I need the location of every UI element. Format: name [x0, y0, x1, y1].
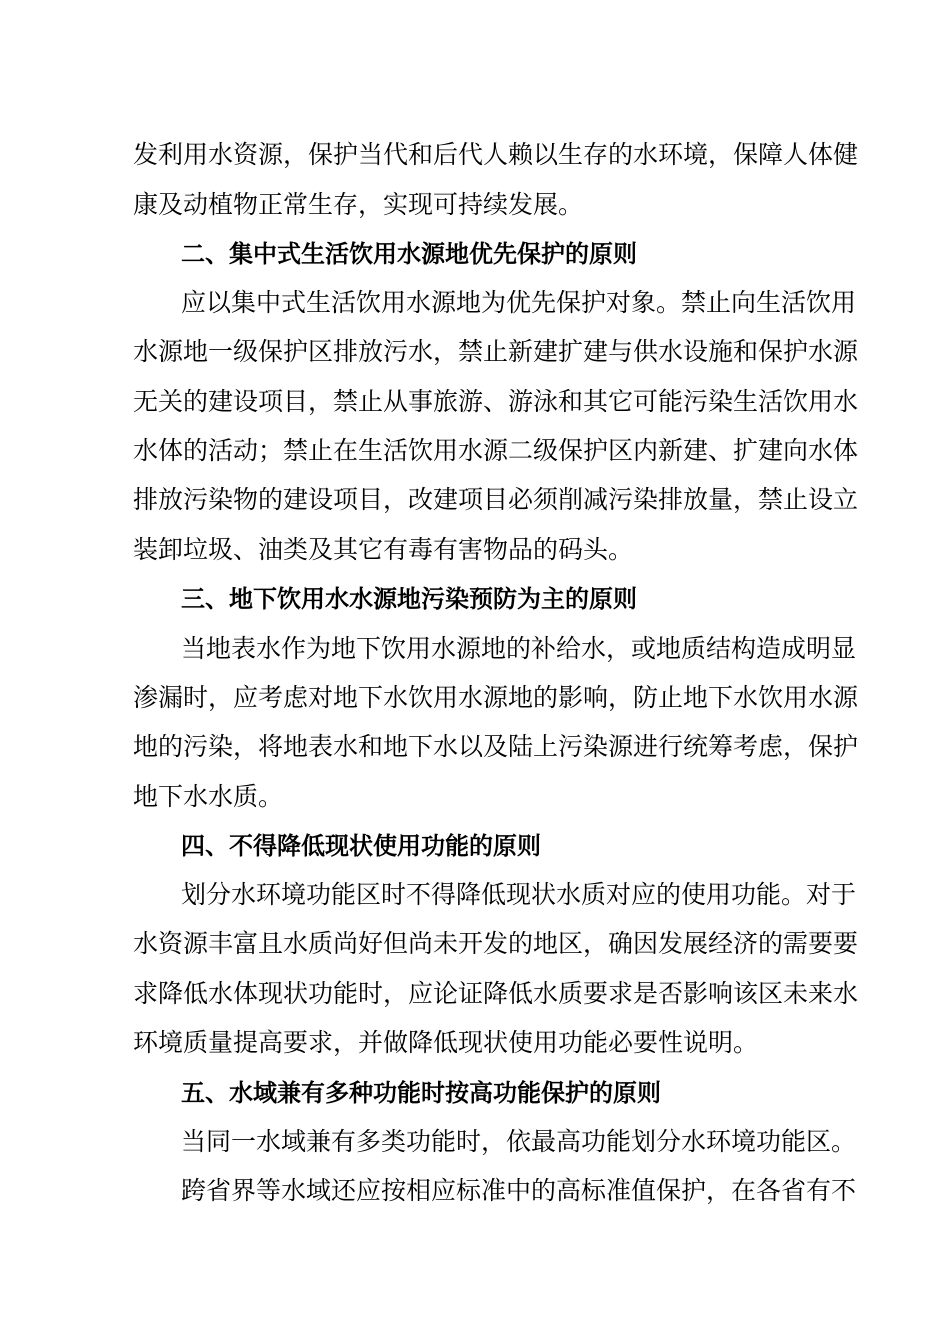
paragraph-line: 水源地一级保护区排放污水，禁止新建扩建与供水设施和保护水源 — [133, 337, 859, 366]
paragraph-line: 无关的建设项目，禁止从事旅游、游泳和其它可能污染生活饮用水 — [133, 387, 859, 416]
section-heading-4: 四、不得降低现状使用功能的原则 — [181, 832, 541, 860]
paragraph-line: 水资源丰富且水质尚好但尚未开发的地区，确因发展经济的需要要 — [133, 929, 859, 958]
paragraph-line: 跨省界等水域还应按相应标准中的高标准值保护，在各省有不 — [181, 1176, 857, 1205]
paragraph-line: 当同一水域兼有多类功能时，依最高功能划分水环境功能区。 — [181, 1127, 857, 1156]
paragraph-line: 排放污染物的建设项目，改建项目必须削减污染排放量，禁止设立 — [133, 485, 859, 514]
paragraph-line: 环境质量提高要求，并做降低现状使用功能必要性说明。 — [133, 1028, 759, 1057]
section-heading-3: 三、地下饮用水水源地污染预防为主的原则 — [181, 585, 637, 613]
paragraph-line: 求降低水体现状功能时，应论证降低水质要求是否影响该区未来水 — [133, 979, 859, 1008]
paragraph-line: 当地表水作为地下饮用水源地的补给水，或地质结构造成明显 — [181, 634, 857, 663]
paragraph-line: 应以集中式生活饮用水源地为优先保护对象。禁止向生活饮用 — [181, 288, 857, 317]
paragraph-line: 水体的活动；禁止在生活饮用水源二级保护区内新建、扩建向水体 — [133, 436, 859, 465]
paragraph-line: 康及动植物正常生存，实现可持续发展。 — [133, 190, 584, 219]
section-heading-5: 五、水域兼有多种功能时按高功能保护的原则 — [181, 1079, 661, 1107]
paragraph-line: 发利用水资源，保护当代和后代人赖以生存的水环境，保障人体健 — [133, 140, 859, 169]
paragraph-line: 地下水水质。 — [133, 782, 284, 811]
section-heading-2: 二、集中式生活饮用水源地优先保护的原则 — [181, 240, 637, 268]
paragraph-line: 地的污染，将地表水和地下水以及陆上污染源进行统筹考虑，保护 — [133, 732, 859, 761]
paragraph-line: 划分水环境功能区时不得降低现状水质对应的使用功能。对于 — [181, 880, 857, 909]
paragraph-line: 渗漏时，应考虑对地下水饮用水源地的影响，防止地下水饮用水源 — [133, 683, 859, 712]
paragraph-line: 装卸垃圾、油类及其它有毒有害物品的码头。 — [133, 535, 634, 564]
